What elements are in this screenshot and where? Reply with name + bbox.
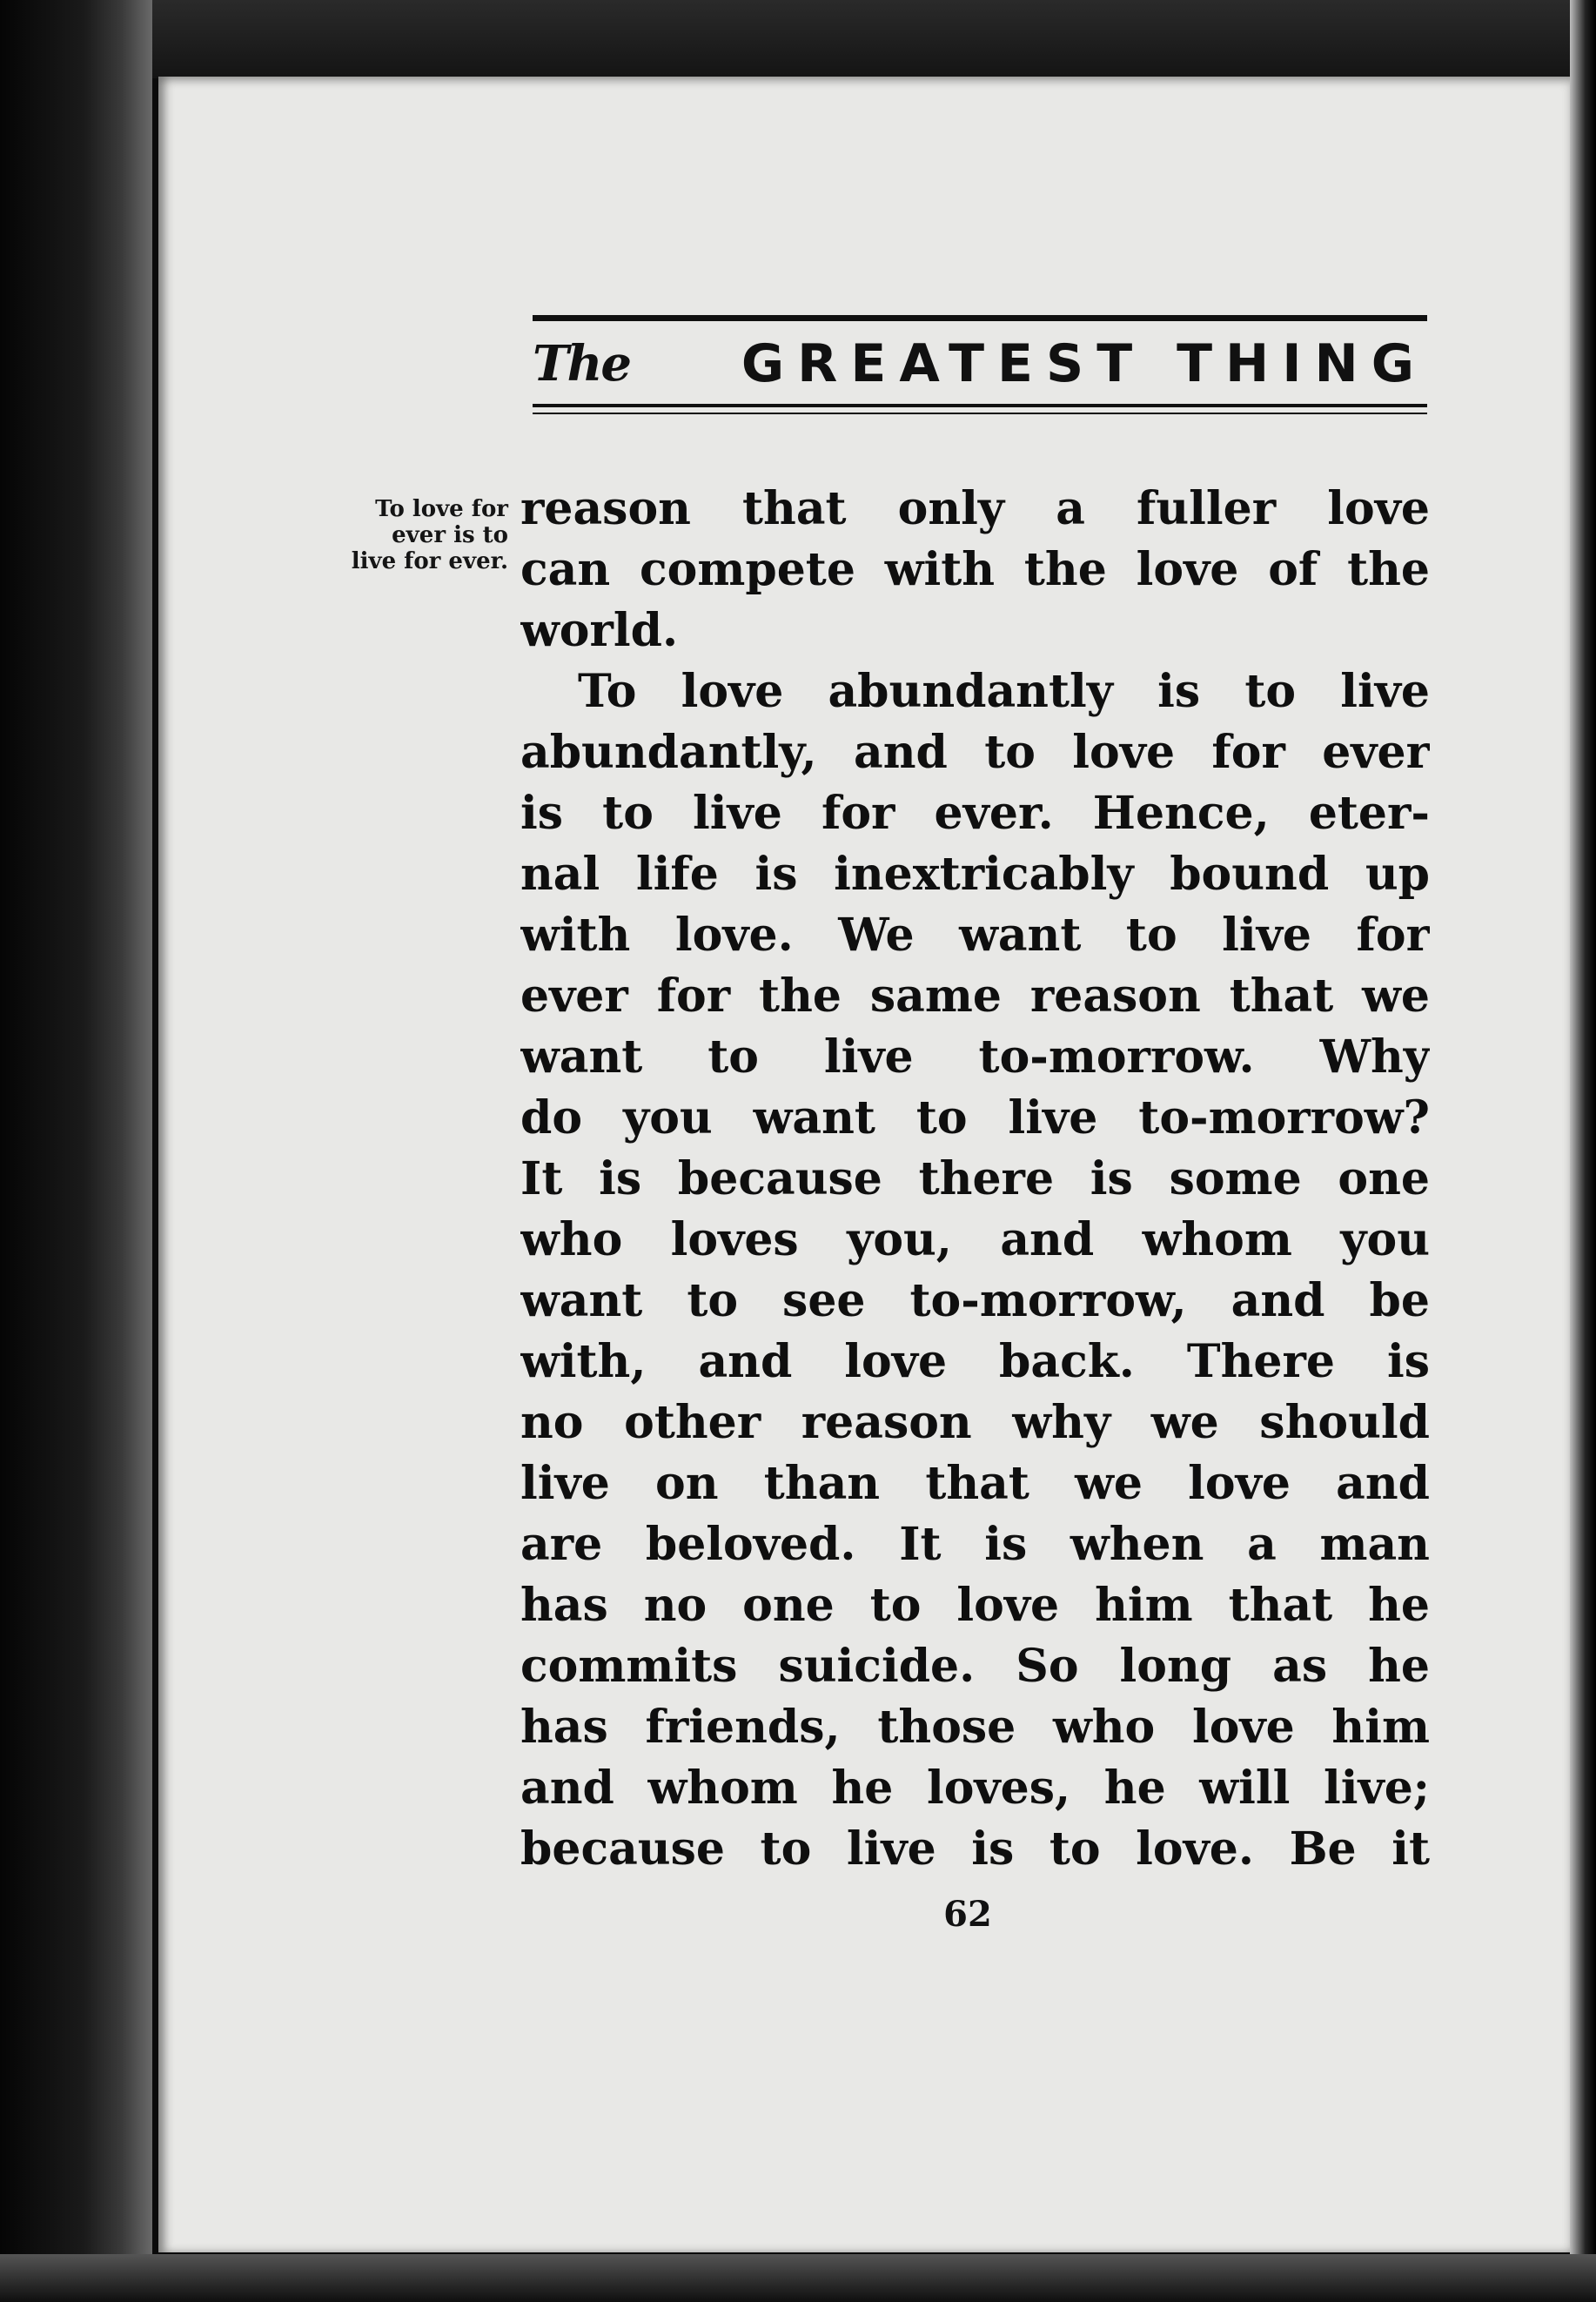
text-line: live on than that we love and xyxy=(520,1457,1430,1510)
text-line: To love abundantly is to live xyxy=(578,665,1430,718)
text-line: ever for the same reason that we xyxy=(520,970,1430,1023)
text-line: no other reason why we should xyxy=(520,1396,1430,1449)
text-line: reason that only a fuller love xyxy=(520,482,1430,535)
scan-border-top xyxy=(0,0,1596,78)
text-line: want to see to-morrow, and be xyxy=(520,1274,1430,1327)
text-line: world. xyxy=(520,604,679,657)
running-head-the: The xyxy=(533,335,631,393)
text-line: because to live is to love. Be it xyxy=(520,1822,1430,1876)
sidenote-line: To love for xyxy=(375,496,508,522)
text-line: want to live to-morrow. Why xyxy=(520,1030,1430,1084)
running-head-title: GREATEST THING xyxy=(741,333,1427,394)
text-line: can compete with the love of the xyxy=(520,543,1430,596)
running-head xyxy=(533,329,1427,399)
text-line: commits suicide. So long as he xyxy=(520,1640,1430,1693)
sidenote-line: ever is to xyxy=(392,522,508,548)
text-line: has no one to love him that he xyxy=(520,1579,1430,1632)
header-rule-top xyxy=(533,315,1427,321)
text-line: and whom he loves, he will live; xyxy=(520,1762,1430,1815)
text-line: has friends, those who love him xyxy=(520,1701,1430,1754)
text-line: are beloved. It is when a man xyxy=(520,1518,1430,1571)
text-line: is to live for ever. Hence, eter- xyxy=(520,787,1430,840)
page-number: 62 xyxy=(943,1894,992,1935)
margin-sidenote xyxy=(247,496,508,574)
text-line: nal life is inextricably bound up xyxy=(520,848,1430,901)
text-line: do you want to live to-morrow? xyxy=(520,1091,1430,1144)
text-line: abundantly, and to love for ever xyxy=(520,726,1430,779)
header-rule-bottom-thin xyxy=(533,413,1427,414)
sidenote-line: live for ever. xyxy=(351,548,508,574)
scan-border-right xyxy=(1570,0,1596,2302)
text-line: who loves you, and whom you xyxy=(520,1213,1430,1266)
text-line: with love. We want to live for xyxy=(520,909,1430,962)
scan-border-bottom xyxy=(0,2254,1596,2302)
text-line: with, and love back. There is xyxy=(520,1335,1430,1388)
scan-border-left xyxy=(0,0,152,2302)
header-rule-bottom xyxy=(533,404,1427,407)
text-line: It is because there is some one xyxy=(520,1152,1430,1205)
body-text xyxy=(520,479,1430,1880)
